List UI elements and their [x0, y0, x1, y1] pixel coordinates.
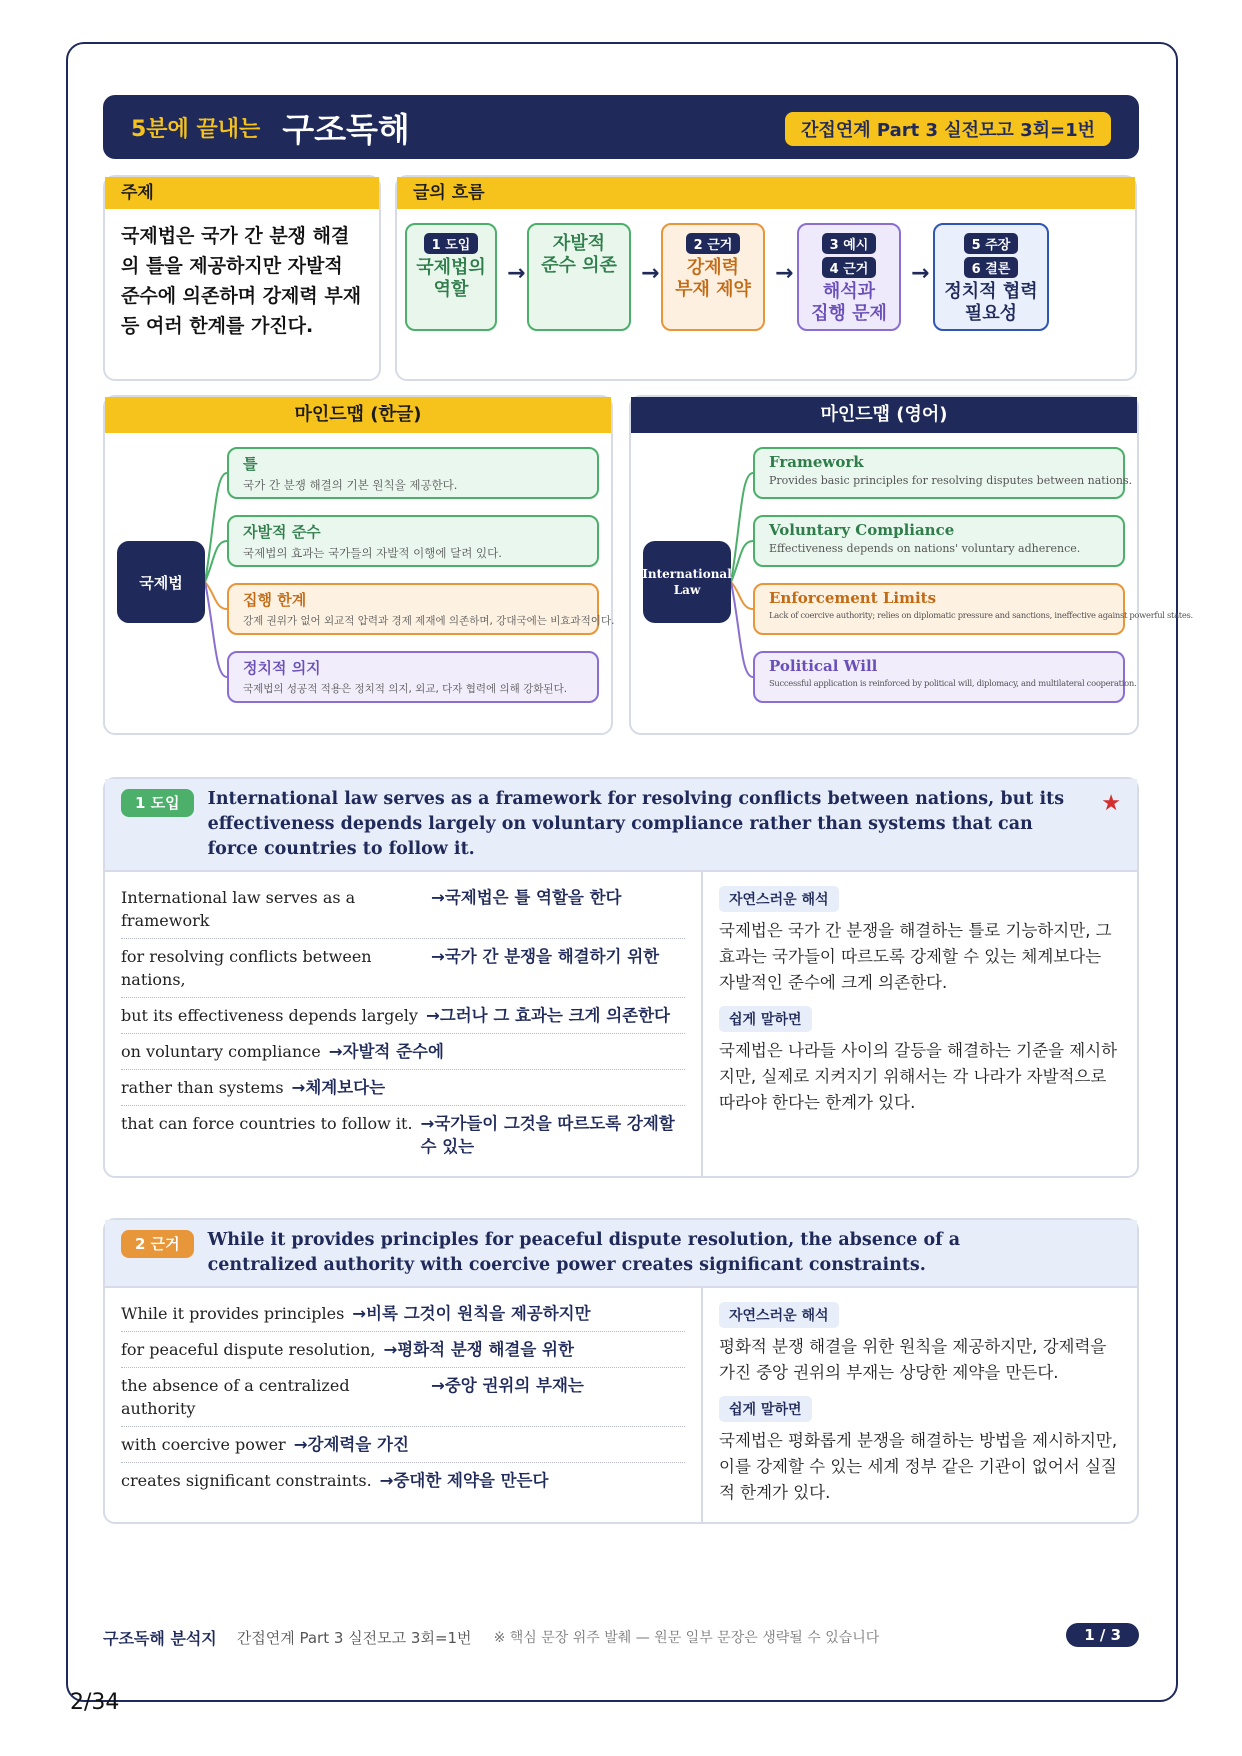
chunk-pair	[121, 998, 685, 1034]
flow-panel	[395, 175, 1137, 381]
section-badge: 2 근거	[121, 1230, 194, 1258]
branch-desc: 강제 권위가 없어 외교적 압력과 경제 제재에 의존하며, 강대국에는 비효과적이다.	[243, 615, 615, 627]
chunk-pair	[121, 1427, 685, 1463]
branch-desc: Lack of coercive authority; relies on diplomatic pressure and sanctions, ineffective against powerful states.	[769, 610, 1193, 620]
chunk-english: While it provides principles	[121, 1304, 345, 1323]
footer-note: ※ 핵심 문장 위주 발췌 — 원문 일부 문장은 생략될 수 있습니다	[493, 1630, 880, 1646]
flow-step-text: 국제법의 역할	[416, 257, 486, 300]
mindmap-branch-enforcement	[753, 583, 1193, 635]
branch-desc: 국제법의 효과는 국가들의 자발적 이행에 달려 있다.	[243, 546, 502, 560]
chunk-korean: →평화적 분쟁 해결을 위한	[383, 1340, 574, 1359]
branch-desc: 국가 간 분쟁 해결의 기본 원칙을 제공한다.	[243, 478, 458, 492]
mindmap-center-node: 국제법	[117, 541, 205, 623]
footer-source: 간접연계 Part 3 실전모고 3회=1번	[236, 1628, 472, 1647]
chunk-translation-list	[105, 1288, 703, 1522]
chunk-pair	[121, 939, 685, 998]
mindmap-english	[629, 395, 1193, 735]
branch-title: 집행 한계	[243, 591, 307, 609]
flow-arrow: →	[641, 261, 660, 286]
chunk-korean: →국제법은 틀 역할을 한다	[431, 888, 622, 907]
chunk-english: with coercive power	[121, 1435, 286, 1454]
chunk-pair	[121, 880, 685, 939]
topic-text: 국제법은 국가 간 분쟁 해결의 틀을 제공하지만 자발적 준수에 의존하며 강제력 부재 등 여러 한계를 가진다.	[121, 225, 362, 337]
chunk-pair	[121, 1463, 685, 1498]
interpretation-panel	[703, 1288, 1137, 1522]
natural-label: 자연스러운 해석	[719, 1302, 839, 1328]
chunk-english: rather than systems	[121, 1078, 284, 1097]
easy-explanation: 국제법은 평화롭게 분쟁을 해결하는 방법을 제시하지만, 이를 강제할 수 있는 세계 정부 같은 기관이 없어서 실질적 한계가 있다.	[719, 1431, 1118, 1502]
branch-desc: Provides basic principles for resolving disputes between nations.	[769, 474, 1133, 487]
chunk-korean: →중앙 권위의 부재는	[431, 1376, 584, 1395]
mindmap-branch-political	[227, 651, 599, 703]
flow-step-text: 강제력 부재 제약	[675, 257, 751, 300]
branch-title: Enforcement Limits	[769, 589, 937, 607]
branch-desc: 국제법의 성공적 적용은 정치적 의지, 외교, 다자 협력에 의해 강화된다.	[243, 683, 568, 695]
mindmap-branch-political	[753, 651, 1137, 703]
flow-tag: 2 근거	[686, 233, 741, 254]
section-sentence: While it provides principles for peaceful dispute resolution, the absence of a centralized authority with coercive power creates significant constraints.	[207, 1230, 961, 1275]
chunk-english: for resolving conflicts between nations,	[121, 947, 372, 989]
branch-desc: Successful application is reinforced by political will, diplomacy, and multilateral cooperation.	[769, 678, 1137, 688]
branch-title: Political Will	[769, 657, 878, 675]
flow-step-text: 정치적 협력 필요성	[944, 281, 1038, 324]
chunk-korean: →국가 간 분쟁을 해결하기 위한	[431, 947, 660, 966]
chunk-translation-list	[105, 872, 703, 1176]
chunk-english: on voluntary compliance	[121, 1042, 321, 1061]
chunk-pair	[121, 1106, 685, 1164]
topic-panel	[103, 175, 381, 381]
worksheet	[103, 95, 1193, 1524]
mindmap-branch-framework	[753, 447, 1133, 499]
mindmap-branch-voluntary	[753, 515, 1125, 567]
section-badge: 1 도입	[121, 789, 194, 817]
mindmap-center-node: International Law	[643, 541, 731, 623]
chunk-pair	[121, 1034, 685, 1070]
mindmap-korean-label: 마인드맵 (한글)	[105, 397, 611, 433]
branch-title: Framework	[769, 453, 864, 471]
chunk-pair	[121, 1368, 685, 1427]
flow-arrow: →	[911, 261, 930, 286]
chunk-pair	[121, 1296, 685, 1332]
header-banner	[103, 95, 1139, 159]
mindmap-branch-enforcement	[227, 583, 615, 635]
easy-label: 쉽게 말하면	[719, 1006, 812, 1032]
chunk-korean: →중대한 제약을 만든다	[379, 1471, 549, 1490]
page-indicator: 1 / 3	[1066, 1623, 1139, 1647]
chunk-pair	[121, 1332, 685, 1368]
flow-tag: 3 예시	[822, 233, 877, 254]
section-header	[105, 779, 1137, 872]
header-title: 구조독해	[282, 109, 410, 149]
flow-step-2	[527, 223, 631, 331]
chunk-english: that can force countries to follow it.	[121, 1114, 413, 1133]
chunk-korean: →국가들이 그것을 따르도록 강제할 수 있는	[420, 1114, 675, 1156]
chunk-english: for peaceful dispute resolution,	[121, 1340, 376, 1359]
flow-arrow: →	[507, 261, 526, 286]
footer-title: 구조독해 분석지	[103, 1628, 217, 1648]
branch-title: 틀	[243, 455, 258, 473]
natural-label: 자연스러운 해석	[719, 886, 839, 912]
topic-label: 주제	[105, 177, 379, 209]
flow-arrow: →	[775, 261, 794, 286]
interpretation-panel	[703, 872, 1137, 1176]
branch-title: 정치적 의지	[243, 659, 321, 677]
natural-translation: 국제법은 국가 간 분쟁을 해결하는 틀로 기능하지만, 그 효과는 국가들이 따르도록 강제할 수 있는 체계보다는 자발적인 준수에 크게 의존한다.	[719, 921, 1112, 992]
source-badge: 간접연계 Part 3 실전모고 3회=1번	[785, 112, 1111, 146]
section-sentence: International law serves as a framework for resolving conflicts between nations, but its effectiveness depends largely on voluntary compliance rather than systems that can force countries to follow it.	[207, 789, 1065, 859]
flow-step-text: 해석과 집행 문제	[811, 281, 887, 324]
sentence-section-1	[103, 777, 1139, 1178]
chunk-english: the absence of a centralized authority	[121, 1376, 350, 1418]
sentence-section-2	[103, 1218, 1139, 1524]
natural-translation: 평화적 분쟁 해결을 위한 원칙을 제공하지만, 강제력을 가진 중앙 권위의 부재는 상당한 제약을 만든다.	[719, 1337, 1107, 1382]
branch-title: Voluntary Compliance	[769, 521, 955, 539]
flow-step-3	[661, 223, 765, 331]
chunk-korean: →체계보다는	[291, 1078, 386, 1097]
flow-tag: 4 근거	[822, 257, 877, 278]
easy-explanation: 국제법은 나라들 사이의 갈등을 해결하는 기준을 제시하지만, 실제로 지켜지기 위해서는 각 나라가 자발적으로 따라야 한다는 한계가 있다.	[719, 1041, 1118, 1112]
chunk-korean: →강제력을 가진	[293, 1435, 409, 1454]
mindmap-korean	[103, 395, 613, 735]
flow-step-1	[405, 223, 497, 331]
section-header	[105, 1220, 1137, 1288]
header-subtitle: 5분에 끝내는	[131, 116, 261, 142]
branch-title: 자발적 준수	[243, 523, 321, 541]
star-icon: ★	[1101, 791, 1121, 816]
chunk-english: International law serves as a framework	[121, 888, 356, 930]
easy-label: 쉽게 말하면	[719, 1396, 812, 1422]
chunk-korean: →자발적 준수에	[328, 1042, 444, 1061]
page-number: 2/34	[70, 1690, 120, 1715]
branch-desc: Effectiveness depends on nations' voluntary adherence.	[769, 542, 1081, 555]
mindmap-branch-framework	[227, 447, 599, 499]
flow-step-text: 자발적 준수 의존	[541, 233, 617, 276]
chunk-korean: →비록 그것이 원칙을 제공하지만	[352, 1304, 591, 1323]
flow-tag: 5 주장	[964, 233, 1019, 254]
chunk-korean: →그러나 그 효과는 크게 의존한다	[425, 1006, 670, 1025]
flow-step-4	[797, 223, 901, 331]
flow-step-5	[933, 223, 1049, 331]
flow-tag: 1 도입	[424, 233, 479, 254]
footer	[103, 1623, 1139, 1651]
flow-label: 글의 흐름	[397, 177, 1135, 209]
chunk-english: but its effectiveness depends largely	[121, 1006, 418, 1025]
chunk-pair	[121, 1070, 685, 1106]
chunk-english: creates significant constraints.	[121, 1471, 372, 1490]
mindmap-english-label: 마인드맵 (영어)	[631, 397, 1137, 433]
flow-tag: 6 결론	[964, 257, 1019, 278]
mindmap-branch-voluntary	[227, 515, 599, 567]
